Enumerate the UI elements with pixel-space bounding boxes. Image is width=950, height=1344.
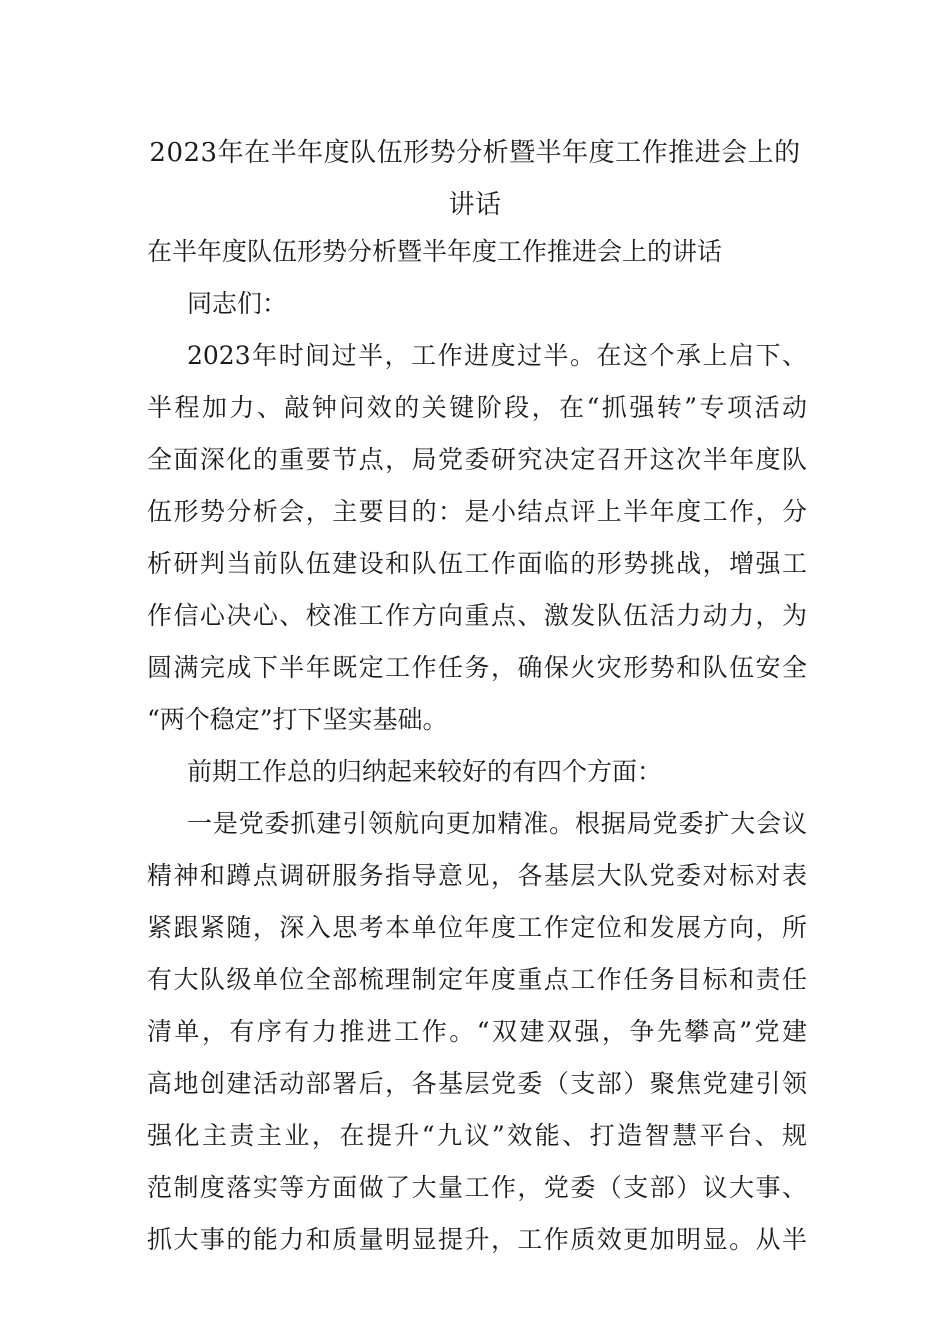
paragraph-line: 伍形势分析会，主要目的：是小结点评上半年度工作，分 (147, 497, 807, 526)
document-title: 2023年在半年度队伍形势分析暨半年度工作推进会上的讲话 (149, 138, 801, 220)
paragraph-line: 清单，有序有力推进工作。“双建双强，争先攀高”党建 (147, 1017, 807, 1046)
paragraph-line: 半程加力、敲钟问效的关键阶段，在“抓强转”专项活动 (147, 393, 807, 422)
paragraph-line: 有大队级单位全部梳理制定年度重点工作任务目标和责任 (147, 965, 807, 994)
paragraph-line: 范制度落实等方面做了大量工作，党委（支部）议大事、 (147, 1173, 807, 1202)
paragraph-line: 抓大事的能力和质量明显提升，工作质效更加明显。从半 (147, 1225, 807, 1254)
paragraph-line: 析研判当前队伍建设和队伍工作面临的形势挑战，增强工 (147, 549, 807, 578)
paragraph-line: 强化主责主业，在提升“九议”效能、打造智慧平台、规 (147, 1121, 807, 1150)
paragraph-line: 一是党委抓建引领航向更加精准。根据局党委扩大会议 (187, 809, 807, 838)
document-subtitle: 在半年度队伍形势分析暨半年度工作推进会上的讲话 (147, 237, 723, 266)
paragraph-line: 高地创建活动部署后，各基层党委（支部）聚焦党建引领 (147, 1069, 807, 1098)
paragraph-line: 精神和蹲点调研服务指导意见，各基层大队党委对标对表 (147, 861, 807, 890)
greeting: 同志们： (187, 289, 288, 318)
paragraph-line: 紧跟紧随，深入思考本单位年度工作定位和发展方向，所 (147, 913, 807, 942)
paragraph-line: 全面深化的重要节点，局党委研究决定召开这次半年度队 (147, 445, 807, 474)
paragraph-line: “两个稳定”打下坚实基础。 (147, 705, 448, 734)
paragraph-line: 2023年时间过半，工作进度过半。在这个承上启下、 (187, 341, 807, 370)
paragraph-line: 圆满完成下半年既定工作任务，确保火灾形势和队伍安全 (147, 653, 807, 682)
paragraph-line: 前期工作总的归纳起来较好的有四个方面： (187, 757, 663, 786)
paragraph-line: 作信心决心、校准工作方向重点、激发队伍活力动力，为 (147, 601, 807, 630)
